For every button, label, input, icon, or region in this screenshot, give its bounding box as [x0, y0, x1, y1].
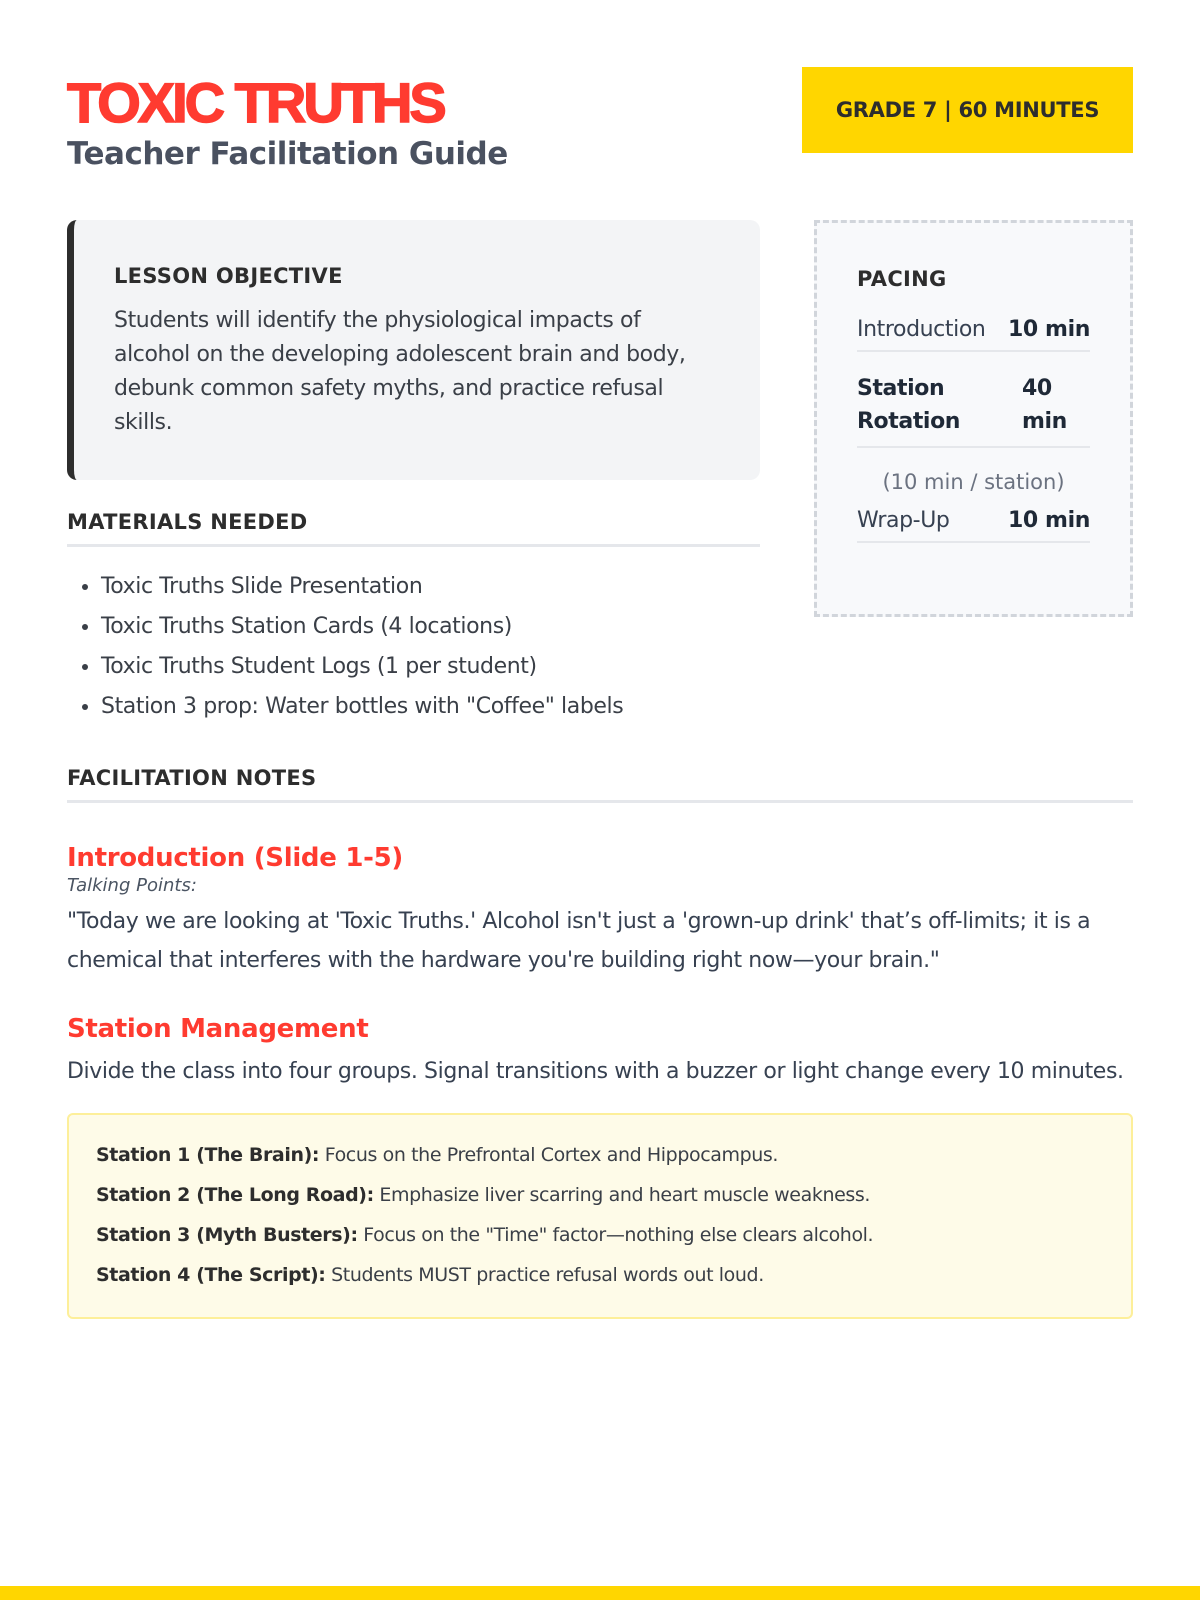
station-name: Station 4 (The Script): — [96, 1264, 326, 1286]
pacing-label: Introduction — [857, 317, 986, 342]
station-note — [96, 1175, 1104, 1215]
pacing-label: Wrap-Up — [857, 508, 950, 533]
lesson-objective-card — [67, 220, 760, 480]
page-subtitle: Teacher Facilitation Guide — [67, 136, 508, 172]
station-name: Station 3 (Myth Busters): — [96, 1224, 358, 1246]
pacing-row-wrap-up — [857, 508, 1090, 543]
station-text: Emphasize liver scarring and heart muscle weakness. — [373, 1184, 871, 1206]
pacing-value: 10 min — [1007, 317, 1090, 342]
intro-heading: Introduction (Slide 1-5) — [67, 843, 403, 873]
list-item: • Station 3 prop: Water bottles with "Coffee" labels — [101, 687, 760, 727]
station-note — [96, 1255, 1104, 1295]
grade-badge: GRADE 7 | 60 MINUTES — [802, 67, 1133, 153]
station-management-heading: Station Management — [67, 1014, 369, 1044]
objective-text: Students will identify the physiological impacts of alcohol on the developing adolescent brain and body, debunk common safety myths, and practice refusal skills. — [114, 308, 686, 435]
pacing-value: 40 min — [1022, 376, 1067, 434]
footer-bar — [0, 1586, 1200, 1600]
materials-heading: MATERIALS NEEDED — [67, 510, 760, 547]
pacing-label: Station Rotation — [857, 376, 961, 434]
list-item: • Toxic Truths Student Logs (1 per student) — [101, 647, 760, 687]
intro-text: "Today we are looking at 'Toxic Truths.' Alcohol isn't just a 'grown-up drink' that’s off-limits; it is a chemical that interferes with the hardware you're building right now—your brain." — [67, 909, 1091, 973]
pacing-value: 10 min — [1007, 508, 1090, 533]
pacing-row-introduction — [857, 317, 1090, 352]
station-notes-box — [67, 1113, 1133, 1319]
page-title: TOXIC TRUTHS — [67, 71, 444, 134]
talking-points-label: Talking Points: — [67, 875, 197, 896]
facilitation-section — [67, 766, 1133, 1319]
station-name: Station 1 (The Brain): — [96, 1144, 320, 1166]
pacing-note: (10 min / station) — [882, 470, 1065, 494]
station-note — [96, 1135, 1104, 1175]
materials-list — [67, 567, 760, 727]
station-text: Focus on the Prefrontal Cortex and Hippocampus. — [319, 1144, 779, 1166]
objective-heading: LESSON OBJECTIVE — [114, 264, 343, 288]
pacing-heading: PACING — [857, 267, 947, 291]
pacing-row-station-rotation — [857, 372, 1090, 448]
station-text: Students MUST practice refusal words out loud. — [325, 1264, 764, 1286]
facilitation-heading: FACILITATION NOTES — [67, 766, 1133, 803]
station-name: Station 2 (The Long Road): — [96, 1184, 374, 1206]
station-text: Focus on the "Time" factor—nothing else clears alcohol. — [357, 1224, 874, 1246]
materials-section — [67, 510, 760, 727]
list-item: • Toxic Truths Station Cards (4 locations) — [101, 607, 760, 647]
station-management-text: Divide the class into four groups. Signal transitions with a buzzer or light change every 10 minutes. — [67, 1059, 1124, 1084]
station-note — [96, 1215, 1104, 1255]
list-item: • Toxic Truths Slide Presentation — [101, 567, 760, 607]
pacing-card — [814, 220, 1133, 617]
